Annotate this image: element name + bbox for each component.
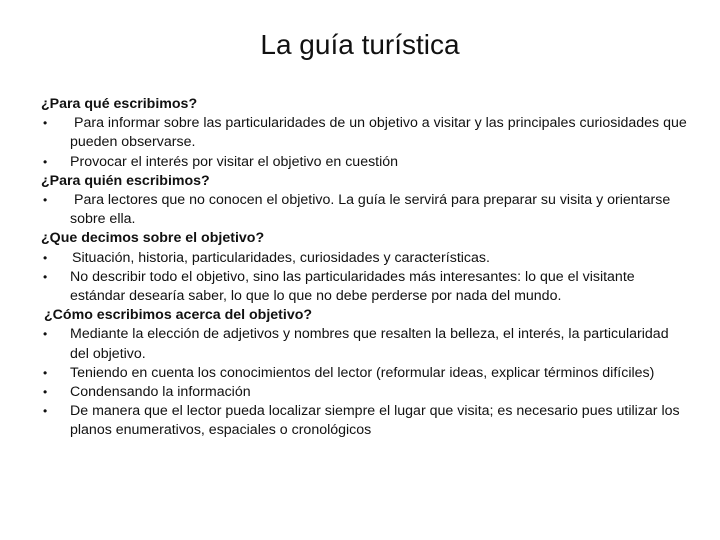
section-heading-que-decimos: ¿Que decimos sobre el objetivo? [41, 230, 265, 247]
section-heading-para-que: ¿Para qué escribimos? [41, 96, 198, 112]
bullet-item [41, 325, 691, 363]
bullet-text: No describir todo el objetivo, sino las particularidades más interesantes: lo que el visitante estándar desearía saber, lo que lo que no debe perderse por nada del mundo. [70, 268, 635, 305]
bullet-item [41, 249, 691, 268]
bullet-icon: • [43, 269, 48, 284]
bullet-text: Para informar sobre las particularidades de un objetivo a visitar y las principales curiosidades que pueden observarse. [70, 115, 687, 151]
bullet-icon: • [43, 404, 48, 419]
bullet-text: Provocar el interés por visitar el objetivo en cuestión [70, 153, 399, 170]
bullet-item [41, 383, 691, 402]
bullet-item [41, 268, 691, 306]
bullet-icon: • [43, 327, 48, 342]
bullet-icon: • [43, 154, 48, 169]
section-heading-como-escribimos: ¿Cómo escribimos acerca del objetivo? [44, 307, 313, 324]
bullet-icon: • [43, 365, 48, 380]
bullet-text: De manera que el lector pueda localizar siempre el lugar que visita; es necesario pues utilizar los planos enumerativos, espaciales o cronológicos [70, 403, 680, 439]
bullet-item [41, 402, 691, 440]
slide-title: La guía turística [260, 29, 460, 60]
bullet-icon: • [43, 193, 48, 208]
bullet-icon: • [43, 116, 48, 131]
bullet-icon: • [43, 250, 48, 265]
slide-content [41, 95, 691, 441]
bullet-icon: • [43, 385, 48, 400]
bullet-item [41, 364, 691, 383]
bullet-text: Para lectores que no conocen el objetivo. La guía le servirá para preparar su visita y orientarse sobre ella. [70, 192, 671, 228]
bullet-item [41, 114, 691, 152]
bullet-text: Mediante la elección de adjetivos y nombres que resalten la belleza, el interés, la particularidad del objetivo. [70, 326, 669, 362]
section-heading-para-quien: ¿Para quién escribimos? [41, 172, 210, 189]
bullet-item [41, 191, 691, 229]
bullet-item [41, 153, 691, 172]
bullet-text: Condensando la información [70, 384, 251, 401]
bullet-text: Teniendo en cuenta los conocimientos del lector (reformular ideas, explicar términos difíciles) [70, 364, 655, 381]
bullet-text: Situación, historia, particularidades, curiosidades y características. [72, 249, 490, 266]
